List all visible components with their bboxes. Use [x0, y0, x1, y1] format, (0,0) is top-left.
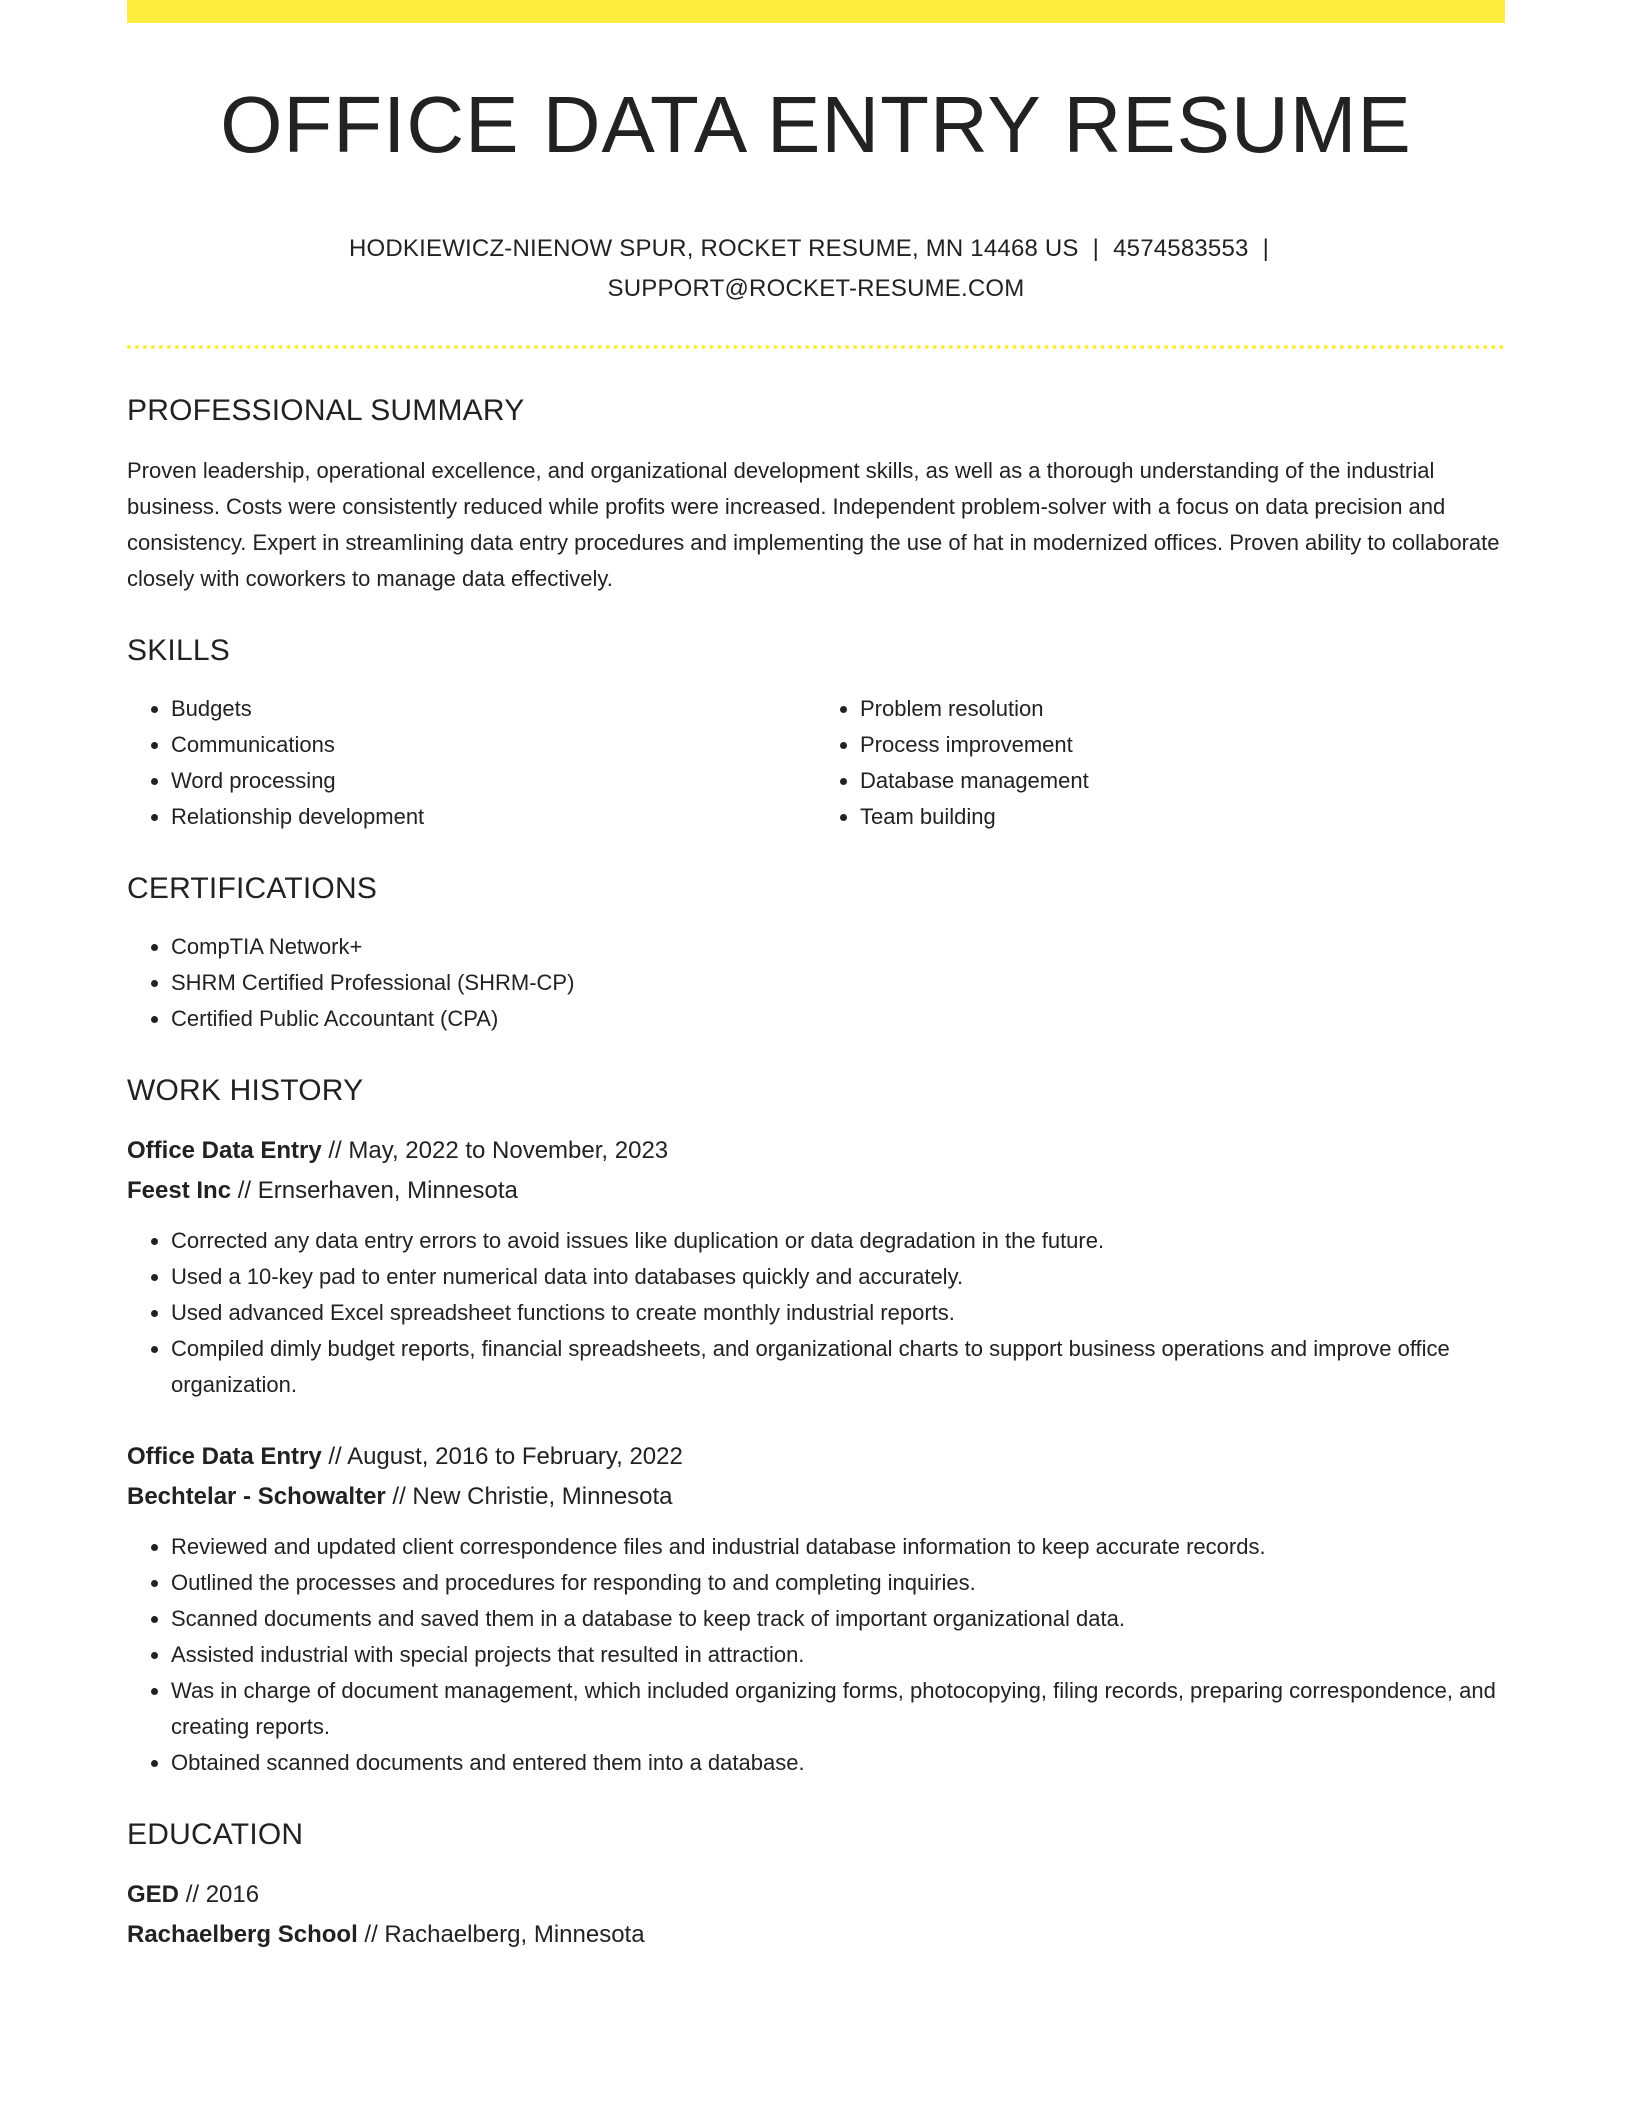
job-bullet: • Scanned documents and saved them in a database to keep track of important organizational data.	[171, 1601, 1505, 1637]
certification-item: • Certified Public Accountant (CPA)	[171, 1001, 1505, 1037]
education-degree: GED	[127, 1881, 180, 1908]
job-bullet: • Used advanced Excel spreadsheet functions to create monthly industrial reports.	[171, 1295, 1505, 1331]
contact-email: SUPPORT@ROCKET-RESUME.COM	[607, 275, 1025, 302]
job-bullet: • Reviewed and updated client correspondence files and industrial database information to keep accurate records.	[171, 1529, 1505, 1565]
contact-phone: 4574583553	[1113, 235, 1249, 262]
job-entry	[127, 1131, 1505, 1403]
skill-item: • Database management	[860, 763, 1505, 799]
education-school-line	[127, 1915, 1505, 1955]
education-year: // 2016	[185, 1881, 260, 1908]
work-history-heading: WORK HISTORY	[127, 1074, 364, 1107]
job-dates: // August, 2016 to February, 2022	[328, 1443, 683, 1470]
job-bullet: • Used a 10-key pad to enter numerical data into databases quickly and accurately.	[171, 1259, 1505, 1295]
education-degree-line	[127, 1875, 1505, 1915]
job-company-line	[127, 1171, 1505, 1211]
job-bullet: • Outlined the processes and procedures for responding to and completing inquiries.	[171, 1565, 1505, 1601]
job-title: Office Data Entry	[127, 1137, 322, 1164]
contact-address: HODKIEWICZ-NIENOW SPUR, ROCKET RESUME, MN 14468 US	[348, 235, 1079, 262]
job-dates: // May, 2022 to November, 2023	[328, 1137, 669, 1164]
skills-heading: SKILLS	[127, 634, 230, 667]
job-company-line	[127, 1477, 1505, 1517]
job-bullet: • Compiled dimly budget reports, financial spreadsheets, and organizational charts to support business operations and improve office organization.	[171, 1331, 1505, 1403]
education-school: Rachaelberg School	[127, 1921, 358, 1948]
skills-list-right	[816, 691, 1505, 835]
skill-item: • Problem resolution	[860, 691, 1505, 727]
job-bullet: • Was in charge of document management, which included organizing forms, photocopying, filing records, preparing correspondence, and creating reports.	[171, 1673, 1505, 1745]
job-bullet: • Assisted industrial with special projects that resulted in attraction.	[171, 1637, 1505, 1673]
education-heading: EDUCATION	[127, 1818, 304, 1851]
job-location: // New Christie, Minnesota	[392, 1483, 673, 1510]
skill-item: • Team building	[860, 799, 1505, 835]
summary-text: Proven leadership, operational excellence, and organizational development skills, as well as a thorough understanding of the industrial business. Costs were consistently reduced while profits were increased. Independent problem-solver with a focus on data precision and consistency. Expert in streamlining data entry procedures and implementing the use of hat in modernized offices. Proven ability to collaborate closely with coworkers to manage data effectively.	[127, 458, 1500, 591]
skills-list-left	[127, 691, 816, 835]
job-bullets	[127, 1529, 1505, 1781]
summary-heading: PROFESSIONAL SUMMARY	[127, 394, 525, 427]
education-location: // Rachaelberg, Minnesota	[364, 1921, 645, 1948]
job-title: Office Data Entry	[127, 1443, 322, 1470]
certification-item: • SHRM Certified Professional (SHRM-CP)	[171, 965, 1505, 1001]
job-bullet: • Obtained scanned documents and entered them into a database.	[171, 1745, 1505, 1781]
contact-info	[127, 229, 1505, 309]
skills-grid	[127, 691, 1505, 835]
accent-bar	[127, 0, 1505, 23]
job-title-line	[127, 1437, 1505, 1477]
skill-item: • Process improvement	[860, 727, 1505, 763]
page-title: OFFICE DATA ENTRY RESUME	[220, 80, 1412, 169]
dotted-divider	[127, 345, 1505, 349]
job-company: Feest Inc	[127, 1177, 232, 1204]
job-entry	[127, 1437, 1505, 1781]
certification-item: • CompTIA Network+	[171, 929, 1505, 965]
skill-item: • Word processing	[171, 763, 816, 799]
skill-item: • Budgets	[171, 691, 816, 727]
job-title-line	[127, 1131, 1505, 1171]
job-location: // Ernserhaven, Minnesota	[237, 1177, 518, 1204]
contact-separator: |	[1262, 235, 1270, 262]
resume-page	[127, 0, 1505, 1955]
certifications-list	[127, 929, 1505, 1037]
skill-item: • Relationship development	[171, 799, 816, 835]
education-entry	[127, 1875, 1505, 1955]
contact-separator: |	[1092, 235, 1100, 262]
skill-item: • Communications	[171, 727, 816, 763]
job-bullets	[127, 1223, 1505, 1403]
certifications-heading: CERTIFICATIONS	[127, 872, 378, 905]
job-bullet: • Corrected any data entry errors to avoid issues like duplication or data degradation in the future.	[171, 1223, 1505, 1259]
job-company: Bechtelar - Schowalter	[127, 1483, 386, 1510]
